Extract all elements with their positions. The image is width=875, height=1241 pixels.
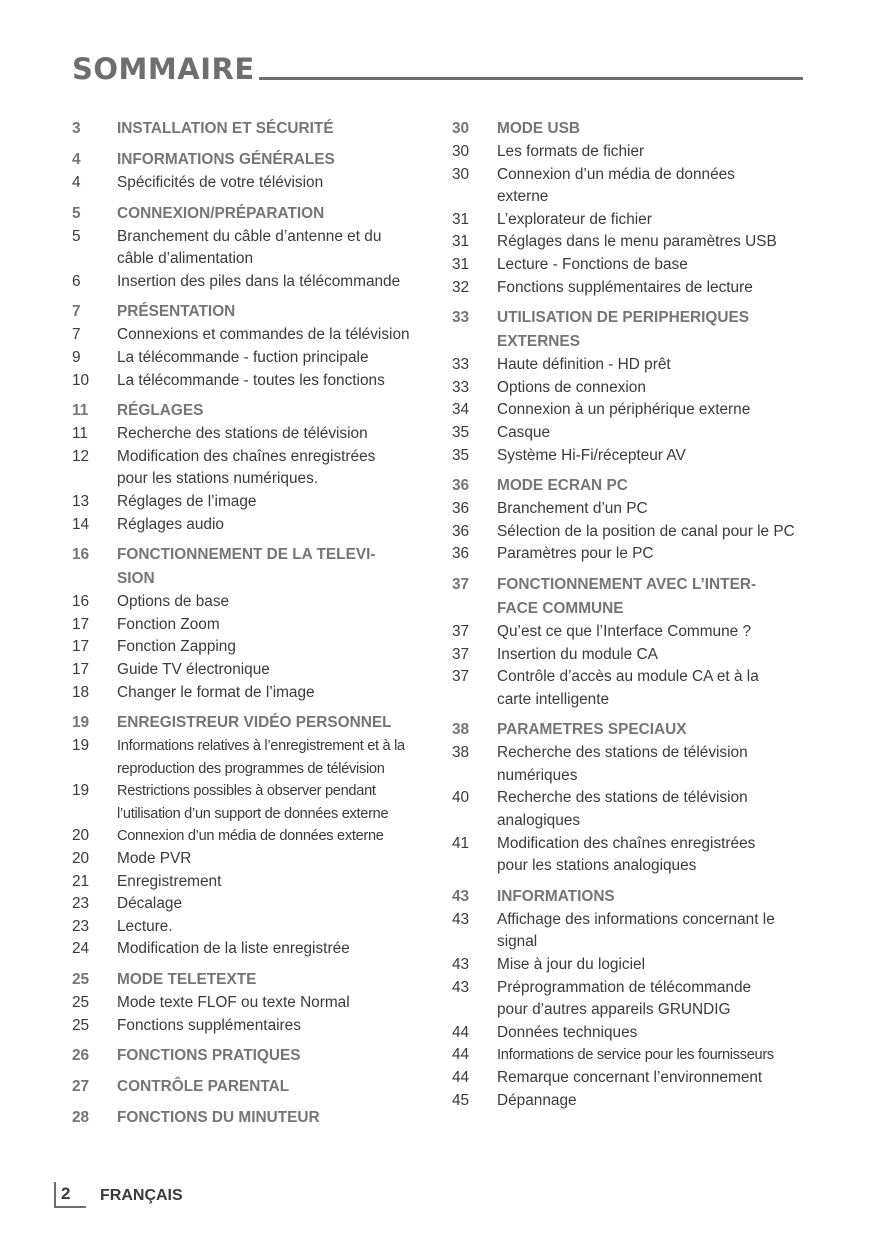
page-ref: 20: [72, 850, 90, 868]
toc-section: [452, 117, 806, 299]
entry-text: Changer le format de l’image: [117, 683, 315, 701]
entry-text: externe: [497, 188, 549, 206]
entry-text: Les formats de fichier: [497, 143, 645, 160]
entry-text: pour les stations analogiques: [497, 857, 697, 875]
toc-entry: [452, 1044, 806, 1067]
entry-text: Contrôle d’accès au module CA et à la: [497, 668, 759, 686]
toc-entry: [452, 1090, 806, 1113]
toc-section: [452, 573, 806, 711]
page-ref: 38: [452, 721, 470, 739]
section-heading: [72, 148, 424, 172]
entry-text: Recherche des stations de télévision: [497, 744, 748, 762]
page-ref: 33: [452, 378, 470, 396]
entry-text: Guide TV électronique: [117, 660, 270, 678]
page-ref: 21: [72, 872, 90, 890]
page-ref: 30: [452, 120, 470, 137]
page-ref: [72, 248, 117, 271]
toc-entry: [452, 909, 806, 932]
toc-section: [72, 117, 424, 141]
entry-text: l’utilisation d’un support de données externe: [117, 805, 389, 822]
page-ref: 27: [72, 1078, 90, 1096]
page-ref: 11: [72, 425, 88, 443]
toc-entry: [452, 1022, 806, 1045]
entry-text: Remarque concernant l’environnement: [497, 1069, 763, 1086]
toc-entry: [72, 682, 424, 705]
title-rule: [259, 77, 803, 80]
entry-text: Fonctions supplémentaires de lecture: [497, 278, 753, 296]
entry-text: Réglages dans le menu paramètres USB: [497, 233, 777, 251]
toc-entry: [452, 977, 806, 1000]
page-ref: 16: [72, 593, 90, 611]
page-ref: 23: [72, 917, 90, 935]
toc-entry: [452, 445, 806, 468]
entry-text: Enregistrement: [117, 872, 222, 890]
toc-entry: [72, 248, 424, 271]
page-ref: 18: [72, 683, 90, 701]
entry-text: pour les stations numériques.: [117, 470, 319, 488]
page-ref: 43: [452, 978, 470, 996]
entry-text: Connexions et commandes de la télévision: [117, 326, 410, 344]
toc-section: [72, 543, 424, 704]
toc-section: [72, 1044, 424, 1068]
page-ref: 24: [72, 940, 90, 958]
toc-entry: [72, 938, 424, 961]
page-ref: [72, 567, 117, 591]
page-ref: [72, 468, 117, 491]
toc-entry: [72, 491, 424, 514]
page-ref: 31: [452, 233, 470, 251]
entry-text: Fonction Zoom: [117, 615, 220, 633]
toc-entry: [72, 172, 424, 195]
section-heading: [72, 399, 424, 423]
page-title: SOMMAIRE: [72, 52, 255, 86]
entry-text: Affichage des informations concernant le: [497, 910, 775, 928]
toc-entry: [72, 446, 424, 469]
toc-entry: [72, 514, 424, 537]
entry-text: FONCTIONNEMENT AVEC L’INTER-: [497, 575, 757, 593]
entry-text: INSTALLATION ET SÉCURITÉ: [117, 120, 334, 137]
toc-entry: [452, 954, 806, 977]
toc-entry: [72, 825, 424, 848]
entry-text: PRÉSENTATION: [117, 303, 236, 321]
page-number-box: [54, 1182, 86, 1208]
toc-entry: [72, 871, 424, 894]
section-heading: [452, 474, 806, 498]
page-ref: 30: [452, 143, 470, 160]
page-ref: 10: [72, 371, 90, 389]
toc-entry: [452, 810, 806, 833]
page-ref: 45: [452, 1091, 470, 1109]
page-ref: 25: [72, 1016, 90, 1034]
page-ref: 41: [452, 834, 470, 852]
toc-entry: [452, 787, 806, 810]
toc-entry: [72, 992, 424, 1015]
toc-left-column: [72, 117, 424, 1137]
entry-text: CONTRÔLE PARENTAL: [117, 1078, 290, 1096]
entry-text: FONCTIONS DU MINUTEUR: [117, 1109, 320, 1127]
toc-section: [72, 300, 424, 392]
entry-text: MODE ECRAN PC: [497, 477, 628, 495]
page-ref: 40: [452, 789, 470, 807]
page-ref: [72, 758, 117, 781]
page-ref: 5: [72, 227, 81, 245]
toc-entry: [72, 370, 424, 393]
entry-text: MODE TELETEXTE: [117, 971, 257, 989]
page-ref: 17: [72, 660, 90, 678]
entry-text: Haute définition - HD prêt: [497, 356, 671, 374]
entry-text: Connexion d’un média de données externe: [117, 828, 384, 845]
section-heading: [72, 1075, 424, 1099]
page-ref: 37: [452, 668, 470, 686]
page-ref: 6: [72, 272, 81, 290]
toc-entry: [452, 742, 806, 765]
entry-text: carte intelligente: [497, 690, 610, 708]
toc-entry: [452, 354, 806, 377]
section-heading: [452, 718, 806, 742]
page-ref: 36: [452, 500, 470, 518]
entry-text: Dépannage: [497, 1091, 577, 1109]
page-ref: 31: [452, 210, 470, 228]
entry-text: L’explorateur de fichier: [497, 210, 652, 228]
entry-text: Réglages de l’image: [117, 492, 257, 510]
toc-entry: [72, 735, 424, 758]
section-heading: [452, 885, 806, 909]
entry-text: La télécommande - toutes les fonctions: [117, 371, 385, 389]
entry-text: RÉGLAGES: [117, 402, 204, 420]
entry-text: FACE COMMUNE: [497, 599, 624, 617]
section-heading: [72, 543, 424, 567]
page-ref: [452, 810, 497, 833]
entry-text: Mise à jour du logiciel: [497, 956, 645, 974]
entry-text: Recherche des stations de télévision: [497, 789, 748, 807]
page-ref: 20: [72, 827, 90, 845]
entry-text: FONCTIONNEMENT DE LA TELEVI-: [117, 546, 376, 564]
toc-entry: [72, 614, 424, 637]
toc-entry: [452, 855, 806, 878]
page-ref: 4: [72, 151, 81, 168]
toc-entry: [452, 1067, 806, 1090]
page-ref: 37: [452, 575, 470, 593]
entry-text: numériques: [497, 766, 578, 784]
entry-text: Branchement du câble d’antenne et du: [117, 227, 382, 245]
page-ref: 36: [452, 477, 470, 495]
page-ref: 32: [452, 278, 470, 296]
entry-text: Modification de la liste enregistrée: [117, 940, 350, 958]
entry-text: Insertion des piles dans la télécommande: [117, 272, 401, 290]
toc-entry: [72, 423, 424, 446]
page-ref: 7: [72, 326, 81, 344]
toc-entry: [452, 689, 806, 712]
section-heading: [72, 711, 424, 735]
page-ref: 14: [72, 515, 90, 533]
section-heading: [72, 1106, 424, 1130]
entry-text: pour d’autres appareils GRUNDIG: [497, 1001, 731, 1019]
page-ref: 33: [452, 356, 470, 374]
toc-entry: [72, 780, 424, 803]
entry-text: Connexion d’un média de données: [497, 165, 735, 183]
toc-section: [72, 148, 424, 195]
entry-text: EXTERNES: [497, 333, 580, 351]
page-ref: 43: [452, 887, 470, 905]
page-ref: 34: [452, 401, 470, 419]
page-ref: 5: [72, 204, 81, 222]
section-heading-cont: [452, 330, 806, 354]
section-heading: [72, 202, 424, 226]
toc-entry: [452, 765, 806, 788]
entry-text: Options de base: [117, 593, 230, 611]
page-ref: [452, 855, 497, 878]
entry-text: Casque: [497, 423, 551, 441]
section-heading: [72, 300, 424, 324]
page-ref: [452, 765, 497, 788]
section-heading: [72, 117, 424, 141]
toc-entry: [452, 209, 806, 232]
entry-text: Insertion du module CA: [497, 645, 658, 663]
entry-text: INFORMATIONS: [497, 887, 615, 905]
toc-entry: [72, 226, 424, 249]
entry-text: La télécommande - fuction principale: [117, 348, 369, 366]
page-ref: 13: [72, 492, 90, 510]
page-ref: 19: [72, 782, 90, 800]
entry-text: CONNEXION/PRÉPARATION: [117, 204, 325, 222]
toc-entry: [72, 893, 424, 916]
entry-text: signal: [497, 933, 538, 951]
page-ref: 7: [72, 303, 81, 321]
entry-text: Lecture.: [117, 917, 173, 935]
page-ref: 43: [452, 910, 470, 928]
page-ref: 12: [72, 447, 90, 465]
page-ref: 35: [452, 423, 470, 441]
page-ref: 44: [452, 1069, 470, 1086]
entry-text: Modification des chaînes enregistrées: [497, 834, 756, 852]
entry-text: Restrictions possibles à observer pendant: [117, 783, 376, 800]
entry-text: Lecture - Fonctions de base: [497, 255, 688, 273]
section-heading: [72, 1044, 424, 1068]
entry-text: Réglages audio: [117, 515, 224, 533]
entry-text: Modification des chaînes enregistrées: [117, 447, 376, 465]
toc-entry: [452, 644, 806, 667]
page-ref: 19: [72, 714, 90, 732]
toc-entry: [452, 621, 806, 644]
toc-entry: [452, 666, 806, 689]
section-heading-cont: [72, 567, 424, 591]
toc-section: [452, 306, 806, 467]
toc-entry: [452, 141, 806, 164]
page-ref: 37: [452, 622, 470, 640]
entry-text: Décalage: [117, 895, 183, 913]
entry-text: Options de connexion: [497, 378, 646, 396]
toc-entry: [72, 1015, 424, 1038]
page-footer: [54, 1178, 183, 1208]
toc-section: [452, 474, 806, 566]
toc-right-column: [452, 117, 806, 1119]
page-ref: 35: [452, 446, 470, 464]
section-heading: [452, 306, 806, 330]
entry-text: Qu’est ce que l’Interface Commune ?: [497, 622, 752, 640]
page-ref: 17: [72, 638, 90, 656]
page-ref: 16: [72, 546, 90, 564]
entry-text: Données techniques: [497, 1023, 638, 1041]
page-ref: 36: [452, 522, 470, 540]
page-ref: 17: [72, 615, 90, 633]
page-ref: [452, 931, 497, 954]
toc-entry: [452, 999, 806, 1022]
toc-entry: [452, 543, 806, 566]
toc-entry: [452, 498, 806, 521]
page-ref: 38: [452, 744, 470, 762]
page-ref: 44: [452, 1023, 470, 1041]
entry-text: PARAMETRES SPECIAUX: [497, 721, 687, 739]
toc-entry: [452, 931, 806, 954]
page-ref: 23: [72, 895, 90, 913]
toc-section: [452, 718, 806, 878]
page-ref: [452, 330, 497, 354]
section-heading-cont: [452, 597, 806, 621]
entry-text: reproduction des programmes de télévision: [117, 760, 385, 777]
page-ref: 44: [452, 1046, 470, 1064]
page-ref: 30: [452, 165, 470, 183]
toc-entry: [72, 848, 424, 871]
page-header: [72, 44, 803, 84]
page-ref: [72, 803, 117, 826]
page-ref: 25: [72, 994, 90, 1012]
entry-text: câble d’alimentation: [117, 250, 254, 268]
toc-entry: [72, 659, 424, 682]
entry-text: Recherche des stations de télévision: [117, 425, 368, 443]
entry-text: Informations relatives à l’enregistrement et à la: [117, 738, 405, 755]
toc-section: [452, 885, 806, 1112]
page-ref: 25: [72, 971, 90, 989]
entry-text: Mode texte FLOF ou texte Normal: [117, 994, 350, 1012]
page-ref: 9: [72, 348, 81, 366]
entry-text: Spécificités de votre télévision: [117, 174, 324, 191]
toc-entry: [72, 347, 424, 370]
section-heading: [452, 573, 806, 597]
entry-text: Branchement d’un PC: [497, 500, 648, 518]
page-ref: 33: [452, 309, 470, 327]
toc-entry: [452, 521, 806, 544]
toc-section: [72, 1106, 424, 1130]
entry-text: SION: [117, 570, 155, 588]
entry-text: Connexion à un périphérique externe: [497, 401, 751, 419]
toc-entry: [452, 164, 806, 187]
footer-language: FRANÇAIS: [100, 1187, 183, 1204]
page-number: 2: [61, 1184, 71, 1203]
entry-text: MODE USB: [497, 120, 580, 137]
page-ref: [452, 597, 497, 621]
toc-entry: [452, 231, 806, 254]
toc-section: [72, 968, 424, 1037]
page-ref: 11: [72, 402, 89, 420]
toc-entry: [452, 377, 806, 400]
entry-text: Paramètres pour le PC: [497, 545, 654, 563]
entry-text: Fonctions supplémentaires: [117, 1016, 301, 1034]
entry-text: ENREGISTREUR VIDÉO PERSONNEL: [117, 714, 392, 732]
toc-entry: [72, 591, 424, 614]
page-ref: [452, 186, 497, 209]
toc-entry: [72, 468, 424, 491]
toc-entry: [72, 271, 424, 294]
toc-entry: [72, 916, 424, 939]
toc-entry: [72, 758, 424, 781]
section-heading: [452, 117, 806, 141]
page-ref: 37: [452, 645, 470, 663]
page-ref: [452, 999, 497, 1022]
entry-text: Système Hi-Fi/récepteur AV: [497, 446, 686, 464]
toc-entry: [452, 399, 806, 422]
toc-entry: [72, 636, 424, 659]
page-ref: 36: [452, 545, 470, 563]
page-ref: 31: [452, 255, 470, 273]
toc-entry: [452, 186, 806, 209]
toc-entry: [72, 803, 424, 826]
section-heading: [72, 968, 424, 992]
toc-entry: [452, 833, 806, 856]
toc-entry: [452, 277, 806, 300]
entry-text: Sélection de la position de canal pour le PC: [497, 522, 795, 540]
toc-section: [72, 711, 424, 961]
toc-entry: [452, 422, 806, 445]
page-ref: 43: [452, 956, 470, 974]
toc-section: [72, 1075, 424, 1099]
entry-text: analogiques: [497, 812, 581, 830]
page-ref: 19: [72, 737, 90, 755]
entry-text: Fonction Zapping: [117, 638, 236, 656]
entry-text: INFORMATIONS GÉNÉRALES: [117, 151, 335, 168]
entry-text: FONCTIONS PRATIQUES: [117, 1047, 301, 1065]
toc-section: [72, 202, 424, 294]
entry-text: UTILISATION DE PERIPHERIQUES: [497, 309, 749, 327]
toc-entry: [72, 324, 424, 347]
page-ref: 3: [72, 120, 81, 137]
toc-entry: [452, 254, 806, 277]
entry-text: Mode PVR: [117, 850, 192, 868]
entry-text: Informations de service pour les fournisseurs: [497, 1047, 774, 1064]
toc-section: [72, 399, 424, 536]
page-ref: 26: [72, 1047, 90, 1065]
page-ref: [452, 689, 497, 712]
page-ref: 4: [72, 174, 81, 191]
entry-text: Préprogrammation de télécommande: [497, 978, 752, 996]
page-ref: 28: [72, 1109, 90, 1127]
